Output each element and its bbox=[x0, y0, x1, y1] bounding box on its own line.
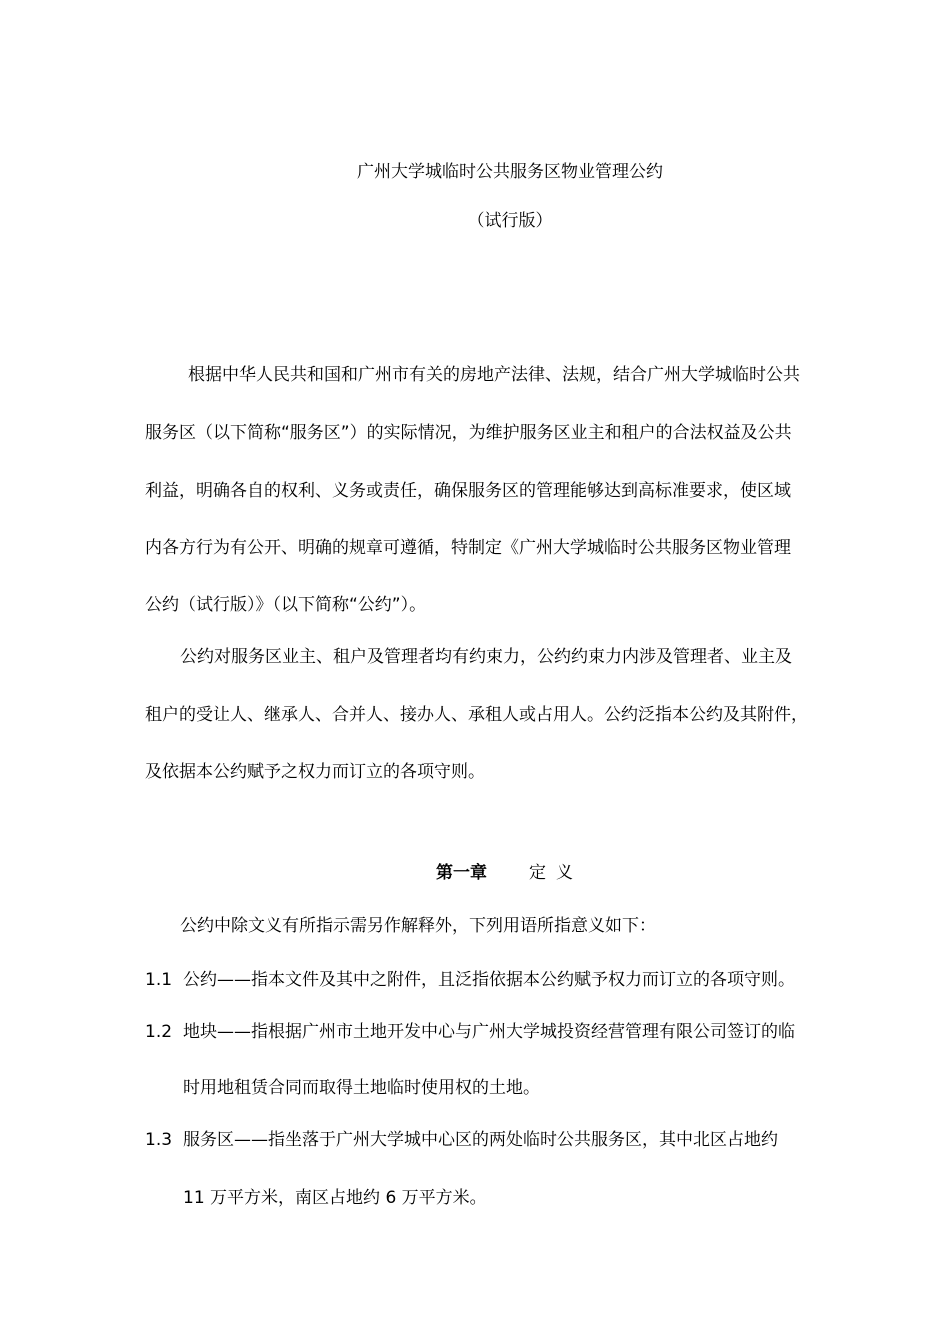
clause-text-line: 服务区——指坐落于广州大学城中心区的两处临时公共服务区，其中北区占地约 bbox=[183, 1130, 778, 1150]
clause-text-line: 11 万平方米，南区占地约 6 万平方米。 bbox=[183, 1188, 487, 1208]
chapter-name: 定义 bbox=[529, 863, 583, 883]
preamble-para1-line: 服务区（以下简称“服务区”）的实际情况，为维护服务区业主和租户的合法权益及公共 bbox=[145, 423, 792, 443]
chapter-intro: 公约中除文义有所指示需另作解释外，下列用语所指意义如下： bbox=[180, 916, 656, 936]
chapter-number: 第一章 bbox=[436, 863, 487, 883]
clause-number: 1.1 bbox=[145, 970, 173, 990]
preamble-para1-line: 利益，明确各自的权利、义务或责任，确保服务区的管理能够达到高标准要求，使区域 bbox=[145, 481, 791, 501]
preamble-para1-line: 公约（试行版）》（以下简称“公约”）。 bbox=[145, 595, 427, 615]
preamble-para2-line: 及依据本公约赋予之权力而订立的各项守则。 bbox=[145, 762, 485, 782]
preamble-para1-line: 根据中华人民共和国和广州市有关的房地产法律、法规，结合广州大学城临时公共 bbox=[188, 365, 800, 385]
clause-text-line: 地块——指根据广州市土地开发中心与广州大学城投资经营管理有限公司签订的临 bbox=[183, 1022, 795, 1042]
clause-text-line: 时用地租赁合同而取得土地临时使用权的土地。 bbox=[183, 1078, 540, 1098]
clause-text-line: 公约——指本文件及其中之附件，且泛指依据本公约赋予权力而订立的各项守则。 bbox=[183, 970, 795, 990]
chapter-heading bbox=[436, 861, 583, 885]
preamble-para1-line: 内各方行为有公开、明确的规章可遵循，特制定《广州大学城临时公共服务区物业管理 bbox=[145, 538, 791, 558]
clause-number: 1.3 bbox=[145, 1130, 173, 1150]
document-subtitle: （试行版） bbox=[467, 211, 553, 231]
document-title: 广州大学城临时公共服务区物业管理公约 bbox=[357, 162, 663, 182]
preamble-para2-line: 租户的受让人、继承人、合并人、接办人、承租人或占用人。公约泛指本公约及其附件， bbox=[145, 705, 808, 725]
clause-number: 1.2 bbox=[145, 1022, 173, 1042]
preamble-para2-line: 公约对服务区业主、租户及管理者均有约束力，公约约束力内涉及管理者、业主及 bbox=[180, 647, 792, 667]
